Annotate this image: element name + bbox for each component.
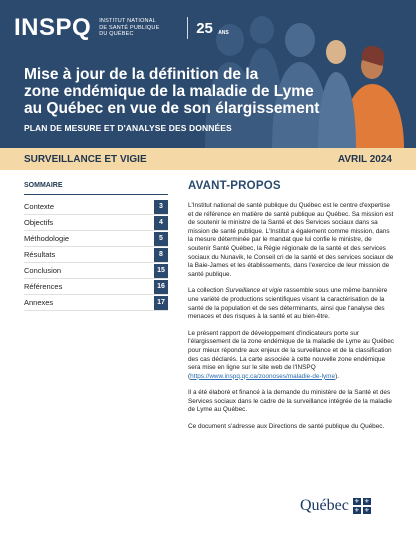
- title-block: [24, 66, 364, 133]
- inspq-logo: INSPQ: [14, 14, 92, 41]
- lyme-page-link[interactable]: https://www.inspq.qc.ca/zoonoses/maladie-de-lyme: [190, 372, 336, 380]
- toc-item-annexes[interactable]: Annexes 17: [24, 295, 168, 311]
- paragraph-funding: Il a été élaboré et financé à la demande du ministère de la Santé et des Services sociaux dans le cadre de la surveillance intégrée de la maladie de Lyme au Québec.: [188, 389, 392, 414]
- fleur-de-lis-flag-icon: ⚜ ⚜ ⚜ ⚜: [354, 499, 370, 514]
- brand-divider: [187, 17, 188, 39]
- toc-title: SOMMAIRE: [24, 182, 168, 195]
- toc-item-resultats[interactable]: Résultats 8: [24, 247, 168, 263]
- toc-page-number: 15: [154, 264, 168, 278]
- toc-page-number: 4: [154, 216, 168, 230]
- toc-item-methodologie[interactable]: Méthodologie 5: [24, 231, 168, 247]
- document-subtitle: PLAN DE MESURE ET D'ANALYSE DES DONNÉES: [24, 123, 232, 133]
- toc-page-number: 16: [154, 280, 168, 294]
- brand-bar: [14, 14, 229, 42]
- toc-page-number: 3: [154, 200, 168, 214]
- publication-date: AVRIL 2024: [337, 153, 392, 165]
- table-of-contents: [24, 182, 168, 311]
- anniversary-badge: 25 ANS: [196, 19, 229, 37]
- paragraph-audience: Ce document s'adresse aux Directions de santé publique du Québec.: [188, 423, 385, 431]
- section-heading: AVANT-PROPOS: [188, 180, 281, 192]
- toc-item-conclusion[interactable]: Conclusion 15: [24, 263, 168, 279]
- toc-item-references[interactable]: Références 16: [24, 279, 168, 295]
- cover-header: [0, 0, 416, 148]
- paragraph-mission: L'Institut national de santé publique du Québec est le centre d'expertise et de référence en matière de santé publique au Québec. Sa mission est de soutenir le ministre de la Santé et des Services sociaux dans sa mission de santé publique. L'Institut a également comme mission, dans la mesure déterminée par le mandat que lui confie le ministre, de soutenir Santé Québec, la Régie régionale de la santé et des services sociaux du Nunavik, le Conseil cri de la santé et des services sociaux de la Baie-James et les établissements, dans l'exercice de leur mission de santé publique.: [188, 202, 394, 278]
- toc-page-number: 8: [154, 248, 168, 262]
- document-title: Mise à jour de la définition de la zone endémique de la maladie de Lyme au Québec en vue de son élargissement: [24, 66, 320, 117]
- paragraph-collection: La collection Surveillance et vigie rassemble sous une même bannière une variété de productions scientifiques visant la caractérisation de la santé de la population et de ses déterminants, ainsi que l'analyse des menaces et des risques à la santé et au bien-être.: [188, 287, 388, 321]
- toc-item-objectifs[interactable]: Objectifs 4: [24, 215, 168, 231]
- collection-band: [0, 148, 416, 170]
- main-content: [188, 180, 394, 440]
- quebec-government-logo: Québec ⚜ ⚜ ⚜ ⚜: [300, 497, 370, 514]
- toc-page-number: 5: [154, 232, 168, 246]
- collection-label: SURVEILLANCE ET VIGIE: [24, 153, 147, 165]
- toc-item-contexte[interactable]: Contexte 3: [24, 199, 168, 215]
- toc-page-number: 17: [154, 296, 168, 310]
- paragraph-report: Le présent rapport de développement d'indicateurs porte sur l'élargissement de la zone endémique de la maladie de Lyme au Québec pour mieux répondre aux enjeux de la surveillance et de la classification des cas déclarés. La carte associée à cette nouvelle zone endémique sera mise en ligne sur le site web de l'INSPQ (https://www.inspq.qc.ca/zoonoses/maladie-de-lyme).: [188, 329, 394, 380]
- institute-name: INSTITUT NATIONAL DE SANTÉ PUBLIQUE DU QUÉBEC: [99, 18, 160, 38]
